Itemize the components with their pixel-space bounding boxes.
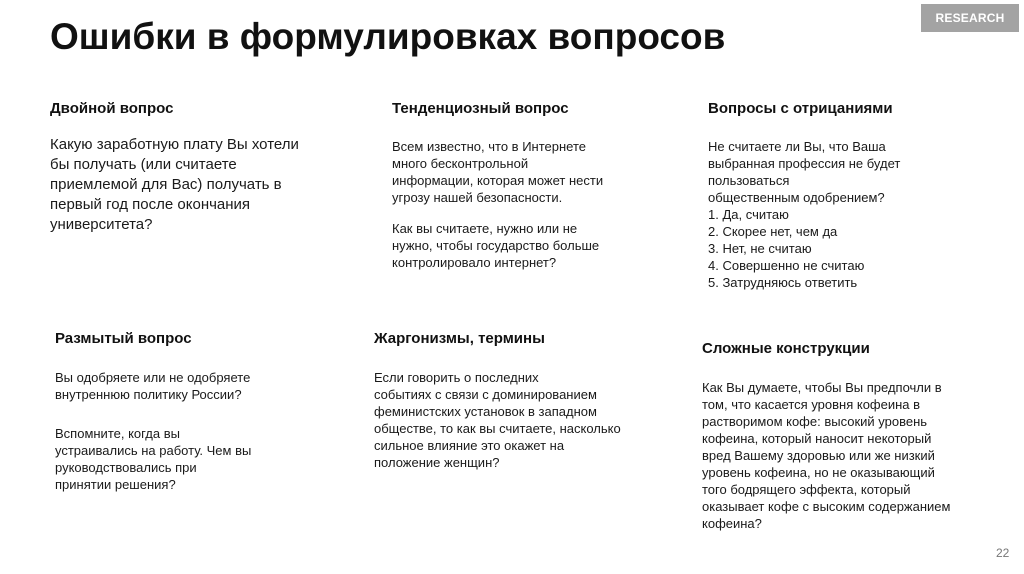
text-line: приемлемой для Вас) получать в	[50, 176, 282, 193]
block-heading: Двойной вопрос	[50, 100, 174, 117]
text-line: Какую заработную плату Вы хотели	[50, 136, 299, 153]
text-line: Вы одобряете или не одобряете	[55, 370, 251, 385]
text-line: положение женщин?	[374, 455, 500, 470]
text-line: Как Вы думаете, чтобы Вы предпочли в	[702, 380, 942, 395]
text-line: феминистских установок в западном	[374, 404, 597, 419]
page-number: 22	[996, 546, 1010, 560]
text-line: внутреннюю политику России?	[55, 387, 242, 402]
text-line: общественным одобрением?	[708, 190, 885, 205]
block-text	[50, 135, 299, 235]
text-line: информации, которая может нести	[392, 173, 604, 188]
text-line: Как вы считаете, нужно или не	[392, 221, 578, 236]
text-line: уровень кофеина, но не оказывающий	[702, 465, 935, 480]
text-line: 1. Да, считаю	[708, 207, 789, 222]
text-line: растворимом кофе: высокий уровень	[702, 414, 928, 429]
block-complex-constructions	[702, 340, 950, 532]
text-line: оказывает кофе с высоким содержанием	[702, 499, 951, 514]
text-line: 4. Совершенно не считаю	[708, 258, 865, 273]
text-line: университета?	[50, 216, 153, 233]
text-line: пользоваться	[708, 173, 790, 188]
text-line: много бесконтрольной	[392, 156, 529, 171]
block-heading: Вопросы с отрицаниями	[708, 100, 893, 117]
text-line: устраивались на работу. Чем вы	[55, 443, 252, 458]
text-line: 5. Затрудняюсь ответить	[708, 275, 858, 290]
page-title: Ошибки в формулировках вопросов	[50, 16, 726, 57]
text-line: Не считаете ли Вы, что Ваша	[708, 139, 886, 154]
block-negation-questions	[708, 100, 900, 291]
text-line: кофеина, который наносит некоторый	[702, 431, 932, 446]
text-line: вред Вашему здоровью или же низкий	[702, 448, 935, 463]
block-tendentious-question	[392, 100, 603, 271]
text-line: первый год после окончания	[50, 196, 251, 213]
text-line: принятии решения?	[55, 477, 176, 492]
text-line: того бодрящего эффекта, который	[702, 482, 911, 497]
text-line: Всем известно, что в Интернете	[392, 139, 586, 154]
block-text	[702, 379, 950, 532]
text-line: том, что касается уровня кофеина в	[702, 397, 921, 412]
text-line: обществе, то как вы считаете, насколько	[374, 421, 621, 436]
block-heading: Размытый вопрос	[55, 330, 192, 347]
text-line: 3. Нет, не считаю	[708, 241, 812, 256]
text-line: 2. Скорее нет, чем да	[708, 224, 838, 239]
block-vague-question	[55, 330, 251, 493]
text-line: угрозу нашей безопасности.	[392, 190, 563, 205]
text-line: руководствовались при	[55, 460, 197, 475]
block-text	[55, 369, 251, 403]
text-line: кофеина?	[702, 516, 762, 531]
block-text	[55, 425, 251, 493]
text-line: бы получать (или считаете	[50, 156, 237, 173]
block-heading: Сложные конструкции	[702, 340, 870, 357]
block-text	[708, 138, 900, 291]
block-text	[392, 220, 603, 271]
block-text	[392, 138, 603, 206]
text-line: нужно, чтобы государство больше	[392, 238, 600, 253]
text-line: Вспомните, когда вы	[55, 426, 180, 441]
block-text	[374, 369, 621, 471]
block-heading: Жаргонизмы, термины	[374, 330, 545, 347]
text-line: контролировало интернет?	[392, 255, 557, 270]
block-double-question	[50, 100, 299, 235]
text-line: событиях с связи с доминированием	[374, 387, 597, 402]
text-line: выбранная профессия не будет	[708, 156, 901, 171]
block-jargon-terms	[374, 330, 621, 471]
block-heading: Тенденциозный вопрос	[392, 100, 569, 117]
research-badge: RESEARCH	[921, 4, 1019, 32]
text-line: Если говорить о последних	[374, 370, 539, 385]
text-line: сильное влияние это окажет на	[374, 438, 565, 453]
